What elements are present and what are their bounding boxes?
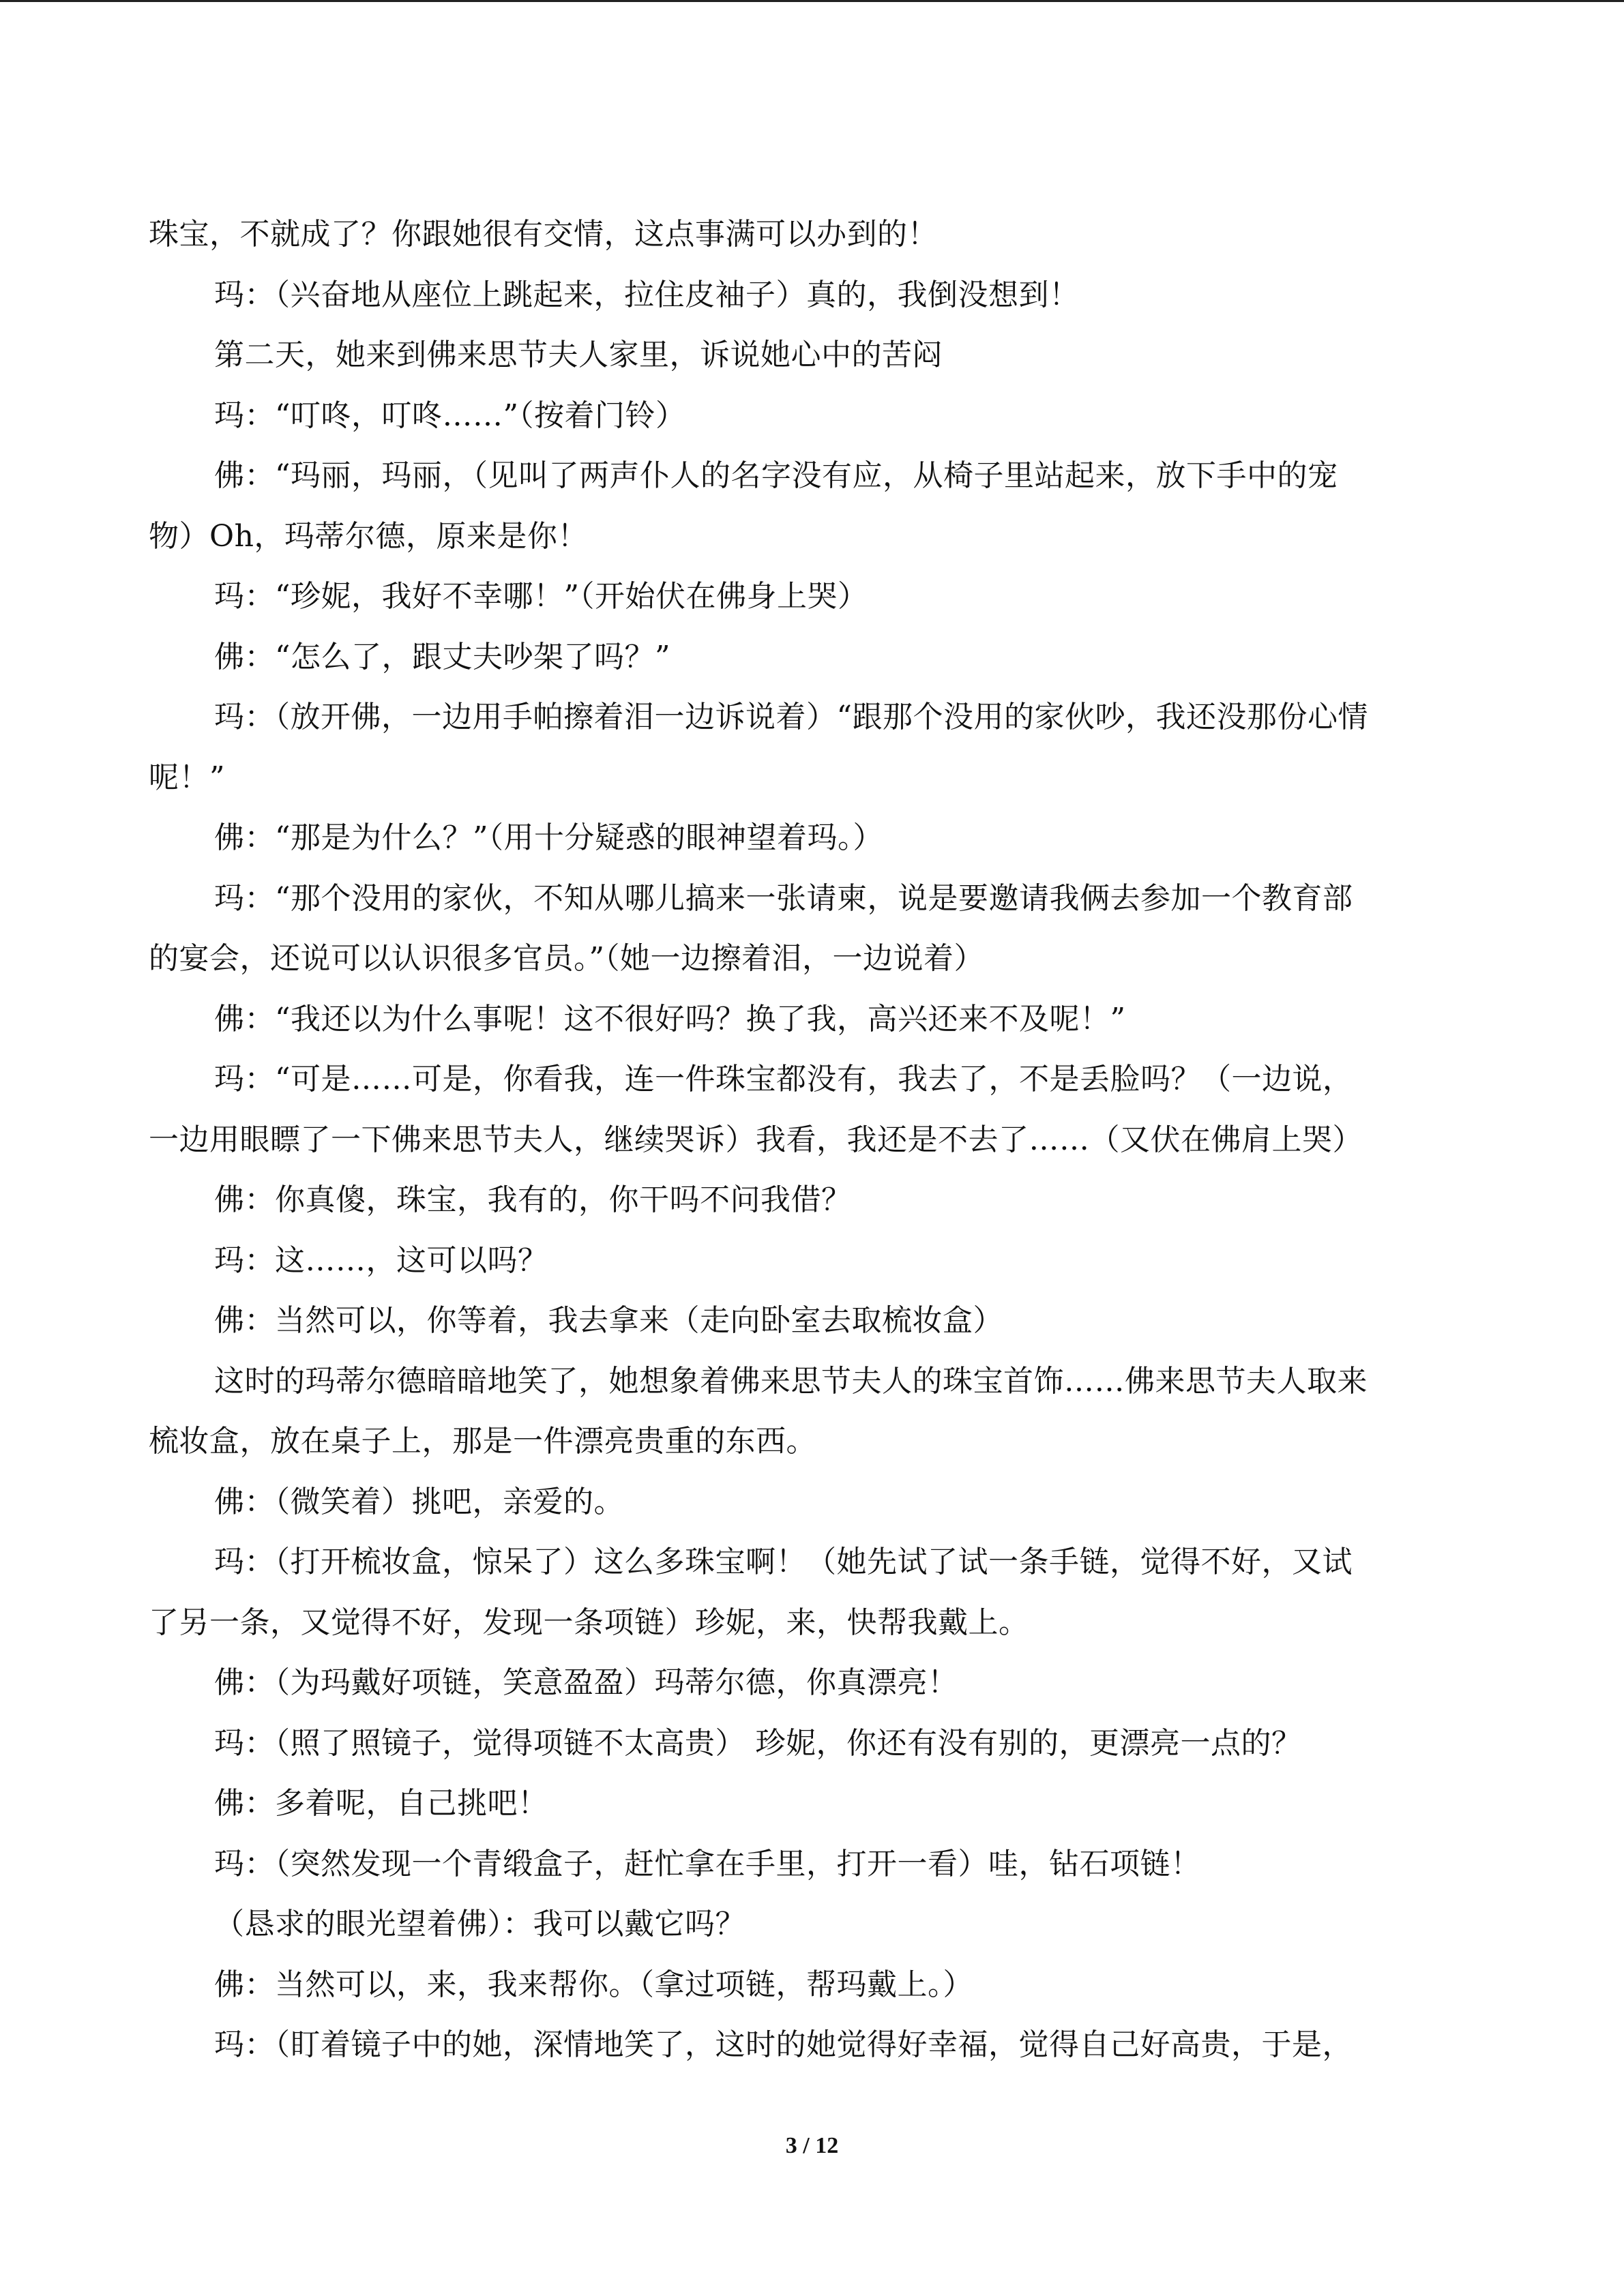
text-line: 玛：“叮咚，叮咚……”（按着门铃） (214, 398, 686, 433)
text-line: 梳妆盒，放在桌子上，那是一件漂亮贵重的东西。 (149, 1424, 816, 1459)
text-line: 佛：你真傻，珠宝，我有的，你干吗不问我借？ (214, 1182, 852, 1217)
text-line: 玛：“可是……可是，你看我，连一件珠宝都没有，我去了，不是丢脸吗？（一边说， (214, 1062, 1353, 1097)
text-line: 了另一条，又觉得不好，发现一条项链）珍妮，来，快帮我戴上。 (149, 1605, 1029, 1640)
text-line: 玛：（打开梳妆盒，惊呆了）这么多珠宝啊！（她先试了试一条手链，觉得不好，又试 (214, 1545, 1353, 1579)
text-line: 一边用眼瞟了一下佛来思节夫人，继续哭诉）我看，我还是不去了……（又伏在佛肩上哭） (149, 1122, 1363, 1157)
text-line: 佛：（为玛戴好项链，笑意盈盈）玛蒂尔德，你真漂亮！ (214, 1665, 958, 1700)
page-number: 3 / 12 (785, 2133, 839, 2158)
text-line: 佛：当然可以，来，我来帮你。（拿过项链，帮玛戴上。） (214, 1967, 973, 2002)
text-line: 珠宝，不就成了？你跟她很有交情，这点事满可以办到的！ (149, 217, 938, 252)
document-body (149, 205, 1475, 2076)
text-line: 佛：“我还以为什么事呢！这不很好吗？换了我，高兴还来不及呢！” (214, 1001, 1126, 1037)
text-line: 的宴会，还说可以认识很多官员。”（她一边擦着泪，一边说着） (149, 941, 984, 976)
text-line: 第二天，她来到佛来思节夫人家里，诉说她心中的苦闷 (214, 338, 943, 372)
text-line: 玛：（突然发现一个青缎盒子，赶忙拿在手里，打开一看）哇，钻石项链！ (214, 1846, 1201, 1881)
text-line: 佛：多着呢，自己挑吧！ (214, 1786, 548, 1821)
text-line: 玛：（盯着镜子中的她，深情地笑了，这时的她觉得好幸福，觉得自己好高贵，于是， (214, 2027, 1353, 2062)
text-line: （恳求的眼光望着佛）：我可以戴它吗？ (214, 1907, 745, 1941)
text-line: 玛：“那个没用的家伙，不知从哪儿搞来一张请柬，说是要邀请我俩去参加一个教育部 (214, 880, 1353, 916)
text-line: 佛：（微笑着）挑吧，亲爱的。 (214, 1484, 624, 1519)
text-line: 物）Oh，玛蒂尔德，原来是你！ (149, 518, 588, 554)
text-line: 佛：“玛丽，玛丽，（见叫了两声仆人的名字没有应，从椅子里站起来，放下手中的宠 (214, 458, 1338, 493)
text-line: 呢！” (149, 760, 225, 795)
top-border-line (0, 0, 1624, 2)
text-line: 玛：这……，这可以吗？ (214, 1242, 548, 1278)
text-line: 佛：“那是为什么？”（用十分疑惑的眼神望着玛。） (214, 820, 883, 855)
text-line: 玛：（兴奋地从座位上跳起来，拉住皮袖子）真的，我倒没想到！ (214, 277, 1080, 312)
text-line: 佛：“怎么了，跟丈夫吵架了吗？” (214, 639, 670, 674)
text-line: 佛：当然可以，你等着，我去拿来（走向卧室去取梳妆盒） (214, 1303, 1003, 1338)
text-line: 这时的玛蒂尔德暗暗地笑了，她想象着佛来思节夫人的珠宝首饰……佛来思节夫人取来 (214, 1363, 1368, 1399)
text-line: 玛：（放开佛，一边用手帕擦着泪一边诉说着）“跟那个没用的家伙吵，我还没那份心情 (214, 700, 1368, 734)
text-line: 玛：（照了照镜子，觉得项链不太高贵） 珍妮，你还有没有别的，更漂亮一点的？ (214, 1725, 1302, 1761)
text-line: 玛：“珍妮，我好不幸哪！”（开始伏在佛身上哭） (214, 579, 868, 614)
